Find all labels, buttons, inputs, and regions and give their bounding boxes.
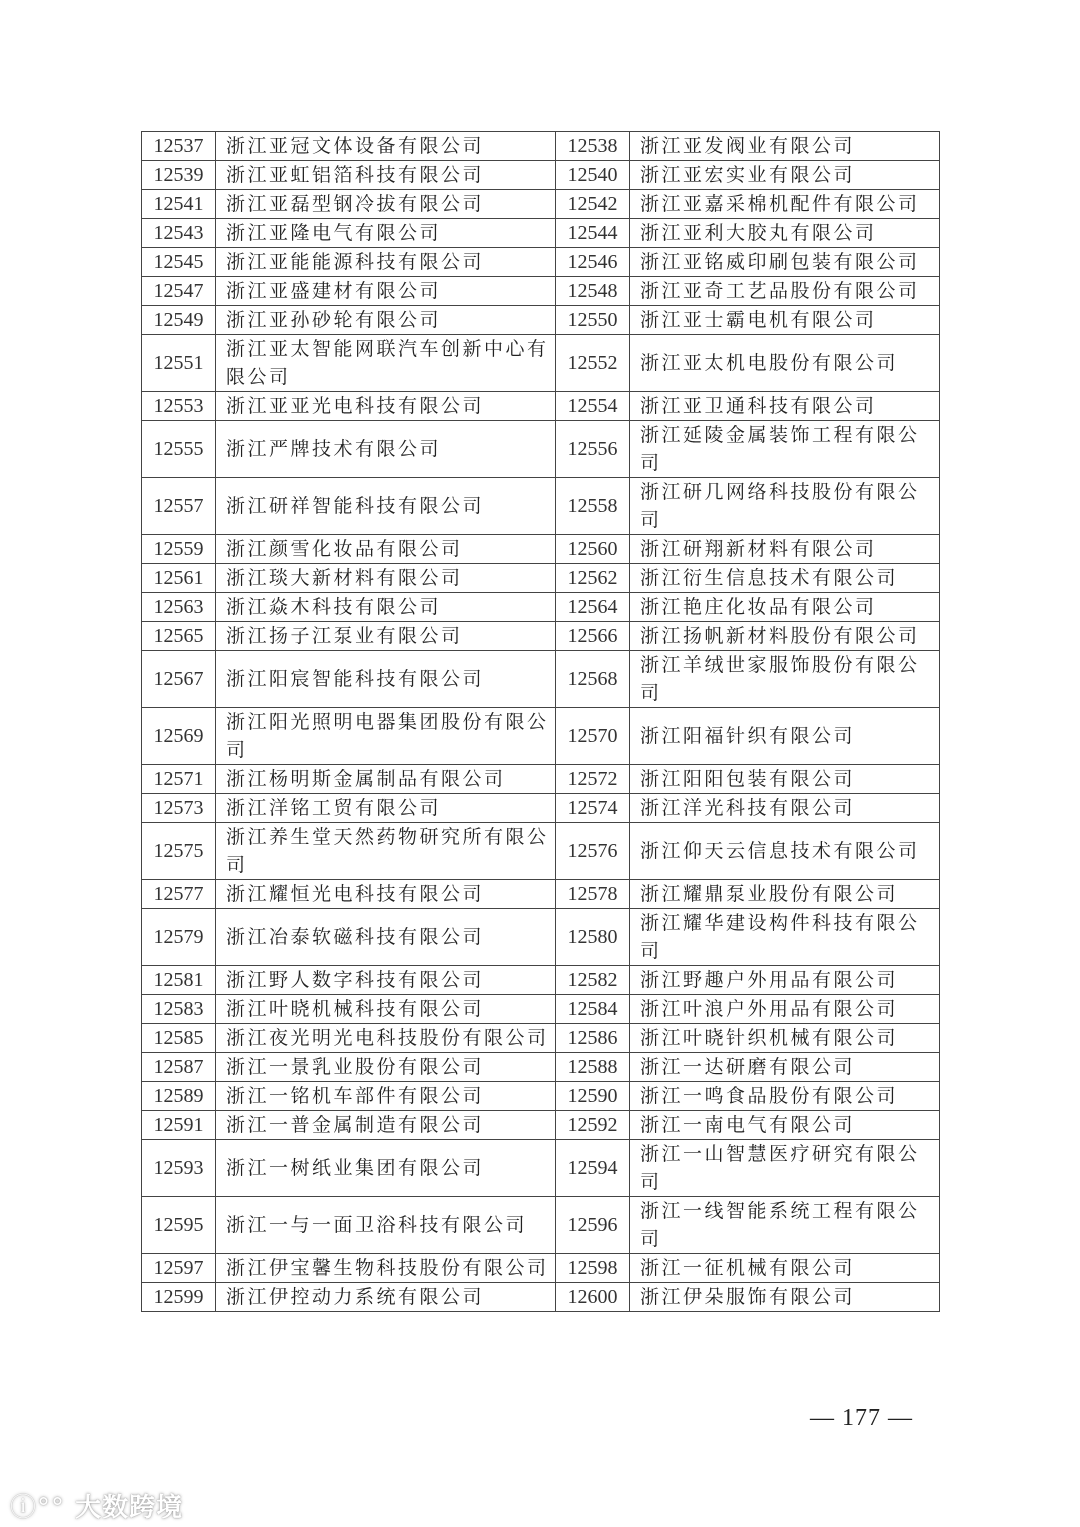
table-row xyxy=(142,478,940,535)
table-row xyxy=(142,909,940,966)
company-name: 浙江一普金属制造有限公司 xyxy=(216,1111,556,1140)
entry-number: 12568 xyxy=(556,651,630,708)
entry-number: 12578 xyxy=(556,880,630,909)
company-name: 浙江扬子江泵业有限公司 xyxy=(216,622,556,651)
company-name: 浙江亚隆电气有限公司 xyxy=(216,219,556,248)
entry-number: 12542 xyxy=(556,190,630,219)
entry-number: 12596 xyxy=(556,1197,630,1254)
entry-number: 12549 xyxy=(142,306,216,335)
company-name: 浙江野趣户外用品有限公司 xyxy=(630,966,940,995)
entry-number: 12555 xyxy=(142,421,216,478)
table-row xyxy=(142,651,940,708)
entry-number: 12547 xyxy=(142,277,216,306)
entry-number: 12585 xyxy=(142,1024,216,1053)
entry-number: 12558 xyxy=(556,478,630,535)
company-name: 浙江洋铭工贸有限公司 xyxy=(216,794,556,823)
company-name: 浙江羊绒世家服饰股份有限公司 xyxy=(630,651,940,708)
company-name: 浙江洋光科技有限公司 xyxy=(630,794,940,823)
company-name: 浙江一铭机车部件有限公司 xyxy=(216,1082,556,1111)
entry-number: 12581 xyxy=(142,966,216,995)
page-number: — 177 — xyxy=(810,1405,913,1431)
entry-number: 12551 xyxy=(142,335,216,392)
company-name: 浙江研几网络科技股份有限公司 xyxy=(630,478,940,535)
entry-number: 12579 xyxy=(142,909,216,966)
entry-number: 12574 xyxy=(556,794,630,823)
table-row xyxy=(142,823,940,880)
company-name: 浙江叶晓针织机械有限公司 xyxy=(630,1024,940,1053)
table-row xyxy=(142,765,940,794)
company-name: 浙江耀鼎泵业股份有限公司 xyxy=(630,880,940,909)
company-name: 浙江冶泰软磁科技有限公司 xyxy=(216,909,556,966)
company-name: 浙江阳宸智能科技有限公司 xyxy=(216,651,556,708)
table-row xyxy=(142,708,940,765)
entry-number: 12591 xyxy=(142,1111,216,1140)
entry-number: 12569 xyxy=(142,708,216,765)
company-name: 浙江亚能能源科技有限公司 xyxy=(216,248,556,277)
entry-number: 12550 xyxy=(556,306,630,335)
entry-number: 12548 xyxy=(556,277,630,306)
company-name: 浙江研祥智能科技有限公司 xyxy=(216,478,556,535)
table-row xyxy=(142,1283,940,1312)
entry-number: 12576 xyxy=(556,823,630,880)
entry-number: 12583 xyxy=(142,995,216,1024)
company-name: 浙江亚发阀业有限公司 xyxy=(630,132,940,161)
table-row xyxy=(142,880,940,909)
company-name: 浙江伊朵服饰有限公司 xyxy=(630,1283,940,1312)
table-row xyxy=(142,995,940,1024)
table-row xyxy=(142,1197,940,1254)
table-row xyxy=(142,219,940,248)
entry-number: 12592 xyxy=(556,1111,630,1140)
entry-number: 12573 xyxy=(142,794,216,823)
entry-number: 12595 xyxy=(142,1197,216,1254)
table-row xyxy=(142,1082,940,1111)
entry-number: 12562 xyxy=(556,564,630,593)
company-name: 浙江亚亚光电科技有限公司 xyxy=(216,392,556,421)
company-name: 浙江叶浪户外用品有限公司 xyxy=(630,995,940,1024)
company-name: 浙江仰天云信息技术有限公司 xyxy=(630,823,940,880)
table-row xyxy=(142,335,940,392)
entry-number: 12540 xyxy=(556,161,630,190)
table-row xyxy=(142,190,940,219)
entry-number: 12600 xyxy=(556,1283,630,1312)
entry-number: 12560 xyxy=(556,535,630,564)
entry-number: 12580 xyxy=(556,909,630,966)
company-name: 浙江严牌技术有限公司 xyxy=(216,421,556,478)
company-name: 浙江夜光明光电科技股份有限公司 xyxy=(216,1024,556,1053)
company-name: 浙江一树纸业集团有限公司 xyxy=(216,1140,556,1197)
table-row xyxy=(142,306,940,335)
watermark-text: 大数跨境 xyxy=(75,1493,184,1523)
entry-number: 12587 xyxy=(142,1053,216,1082)
table-row xyxy=(142,564,940,593)
entry-number: 12589 xyxy=(142,1082,216,1111)
company-name: 浙江一征机械有限公司 xyxy=(630,1254,940,1283)
company-name: 浙江阳光照明电器集团股份有限公司 xyxy=(216,708,556,765)
entry-number: 12541 xyxy=(142,190,216,219)
company-name: 浙江杨明斯金属制品有限公司 xyxy=(216,765,556,794)
company-name: 浙江亚孙砂轮有限公司 xyxy=(216,306,556,335)
table-row xyxy=(142,132,940,161)
company-name: 浙江亚太机电股份有限公司 xyxy=(630,335,940,392)
company-name: 浙江一南电气有限公司 xyxy=(630,1111,940,1140)
entry-number: 12597 xyxy=(142,1254,216,1283)
company-name: 浙江一山智慧医疗研究有限公司 xyxy=(630,1140,940,1197)
entry-number: 12588 xyxy=(556,1053,630,1082)
table-row xyxy=(142,277,940,306)
entry-number: 12545 xyxy=(142,248,216,277)
company-name: 浙江衍生信息技术有限公司 xyxy=(630,564,940,593)
company-name: 浙江延陵金属装饰工程有限公司 xyxy=(630,421,940,478)
company-name: 浙江亚盛建材有限公司 xyxy=(216,277,556,306)
entry-number: 12577 xyxy=(142,880,216,909)
company-name: 浙江阳福针织有限公司 xyxy=(630,708,940,765)
entry-number: 12554 xyxy=(556,392,630,421)
company-name: 浙江研翔新材料有限公司 xyxy=(630,535,940,564)
company-name: 浙江亚嘉采棉机配件有限公司 xyxy=(630,190,940,219)
entry-number: 12559 xyxy=(142,535,216,564)
company-name: 浙江扬帆新材料股份有限公司 xyxy=(630,622,940,651)
company-name: 浙江亚冠文体设备有限公司 xyxy=(216,132,556,161)
company-name: 浙江阳阳包装有限公司 xyxy=(630,765,940,794)
entry-number: 12556 xyxy=(556,421,630,478)
entry-number: 12593 xyxy=(142,1140,216,1197)
company-name: 浙江亚宏实业有限公司 xyxy=(630,161,940,190)
company-name: 浙江耀恒光电科技有限公司 xyxy=(216,880,556,909)
entry-number: 12563 xyxy=(142,593,216,622)
entry-number: 12586 xyxy=(556,1024,630,1053)
company-name: 浙江一景乳业股份有限公司 xyxy=(216,1053,556,1082)
table-row xyxy=(142,1140,940,1197)
company-name: 浙江琰大新材料有限公司 xyxy=(216,564,556,593)
company-name: 浙江焱木科技有限公司 xyxy=(216,593,556,622)
entry-number: 12584 xyxy=(556,995,630,1024)
entry-number: 12567 xyxy=(142,651,216,708)
company-name: 浙江叶晓机械科技有限公司 xyxy=(216,995,556,1024)
company-name: 浙江颜雪化妆品有限公司 xyxy=(216,535,556,564)
company-name: 浙江亚铭威印刷包装有限公司 xyxy=(630,248,940,277)
table-row xyxy=(142,392,940,421)
table-row xyxy=(142,421,940,478)
entry-number: 12546 xyxy=(556,248,630,277)
entry-number: 12544 xyxy=(556,219,630,248)
entry-number: 12557 xyxy=(142,478,216,535)
table-row xyxy=(142,966,940,995)
entry-number: 12590 xyxy=(556,1082,630,1111)
table-row xyxy=(142,794,940,823)
table-row xyxy=(142,1053,940,1082)
entry-number: 12598 xyxy=(556,1254,630,1283)
entry-number: 12565 xyxy=(142,622,216,651)
company-name: 浙江一鸣食品股份有限公司 xyxy=(630,1082,940,1111)
entry-number: 12571 xyxy=(142,765,216,794)
company-name: 浙江伊控动力系统有限公司 xyxy=(216,1283,556,1312)
table-row xyxy=(142,248,940,277)
company-name: 浙江一线智能系统工程有限公司 xyxy=(630,1197,940,1254)
company-name: 浙江亚虹铝箔科技有限公司 xyxy=(216,161,556,190)
company-name: 浙江亚卫通科技有限公司 xyxy=(630,392,940,421)
entry-number: 12570 xyxy=(556,708,630,765)
entry-number: 12594 xyxy=(556,1140,630,1197)
company-list-table xyxy=(141,131,940,1312)
company-name: 浙江亚利大胶丸有限公司 xyxy=(630,219,940,248)
table-row xyxy=(142,622,940,651)
company-name: 浙江亚太智能网联汽车创新中心有限公司 xyxy=(216,335,556,392)
entry-number: 12572 xyxy=(556,765,630,794)
table-row xyxy=(142,1254,940,1283)
table-body xyxy=(142,132,940,1312)
table-row xyxy=(142,593,940,622)
company-name: 浙江亚磊型钢冷拔有限公司 xyxy=(216,190,556,219)
table-row xyxy=(142,1024,940,1053)
entry-number: 12566 xyxy=(556,622,630,651)
entry-number: 12552 xyxy=(556,335,630,392)
entry-number: 12539 xyxy=(142,161,216,190)
company-name: 浙江伊宝馨生物科技股份有限公司 xyxy=(216,1254,556,1283)
table-row xyxy=(142,1111,940,1140)
entry-number: 12575 xyxy=(142,823,216,880)
company-name: 浙江亚士霸电机有限公司 xyxy=(630,306,940,335)
entry-number: 12543 xyxy=(142,219,216,248)
company-name: 浙江养生堂天然药物研究所有限公司 xyxy=(216,823,556,880)
company-name: 浙江一与一面卫浴科技有限公司 xyxy=(216,1197,556,1254)
entry-number: 12538 xyxy=(556,132,630,161)
company-name: 浙江亚奇工艺品股份有限公司 xyxy=(630,277,940,306)
watermark-logo: ⓘ°° 大数跨境 xyxy=(10,1493,184,1523)
company-name: 浙江耀华建设构件科技有限公司 xyxy=(630,909,940,966)
table-row xyxy=(142,161,940,190)
entry-number: 12582 xyxy=(556,966,630,995)
company-name: 浙江艳庄化妆品有限公司 xyxy=(630,593,940,622)
company-name: 浙江野人数字科技有限公司 xyxy=(216,966,556,995)
entry-number: 12599 xyxy=(142,1283,216,1312)
table-row xyxy=(142,535,940,564)
entry-number: 12564 xyxy=(556,593,630,622)
company-name: 浙江一达研磨有限公司 xyxy=(630,1053,940,1082)
entry-number: 12553 xyxy=(142,392,216,421)
entry-number: 12561 xyxy=(142,564,216,593)
entry-number: 12537 xyxy=(142,132,216,161)
